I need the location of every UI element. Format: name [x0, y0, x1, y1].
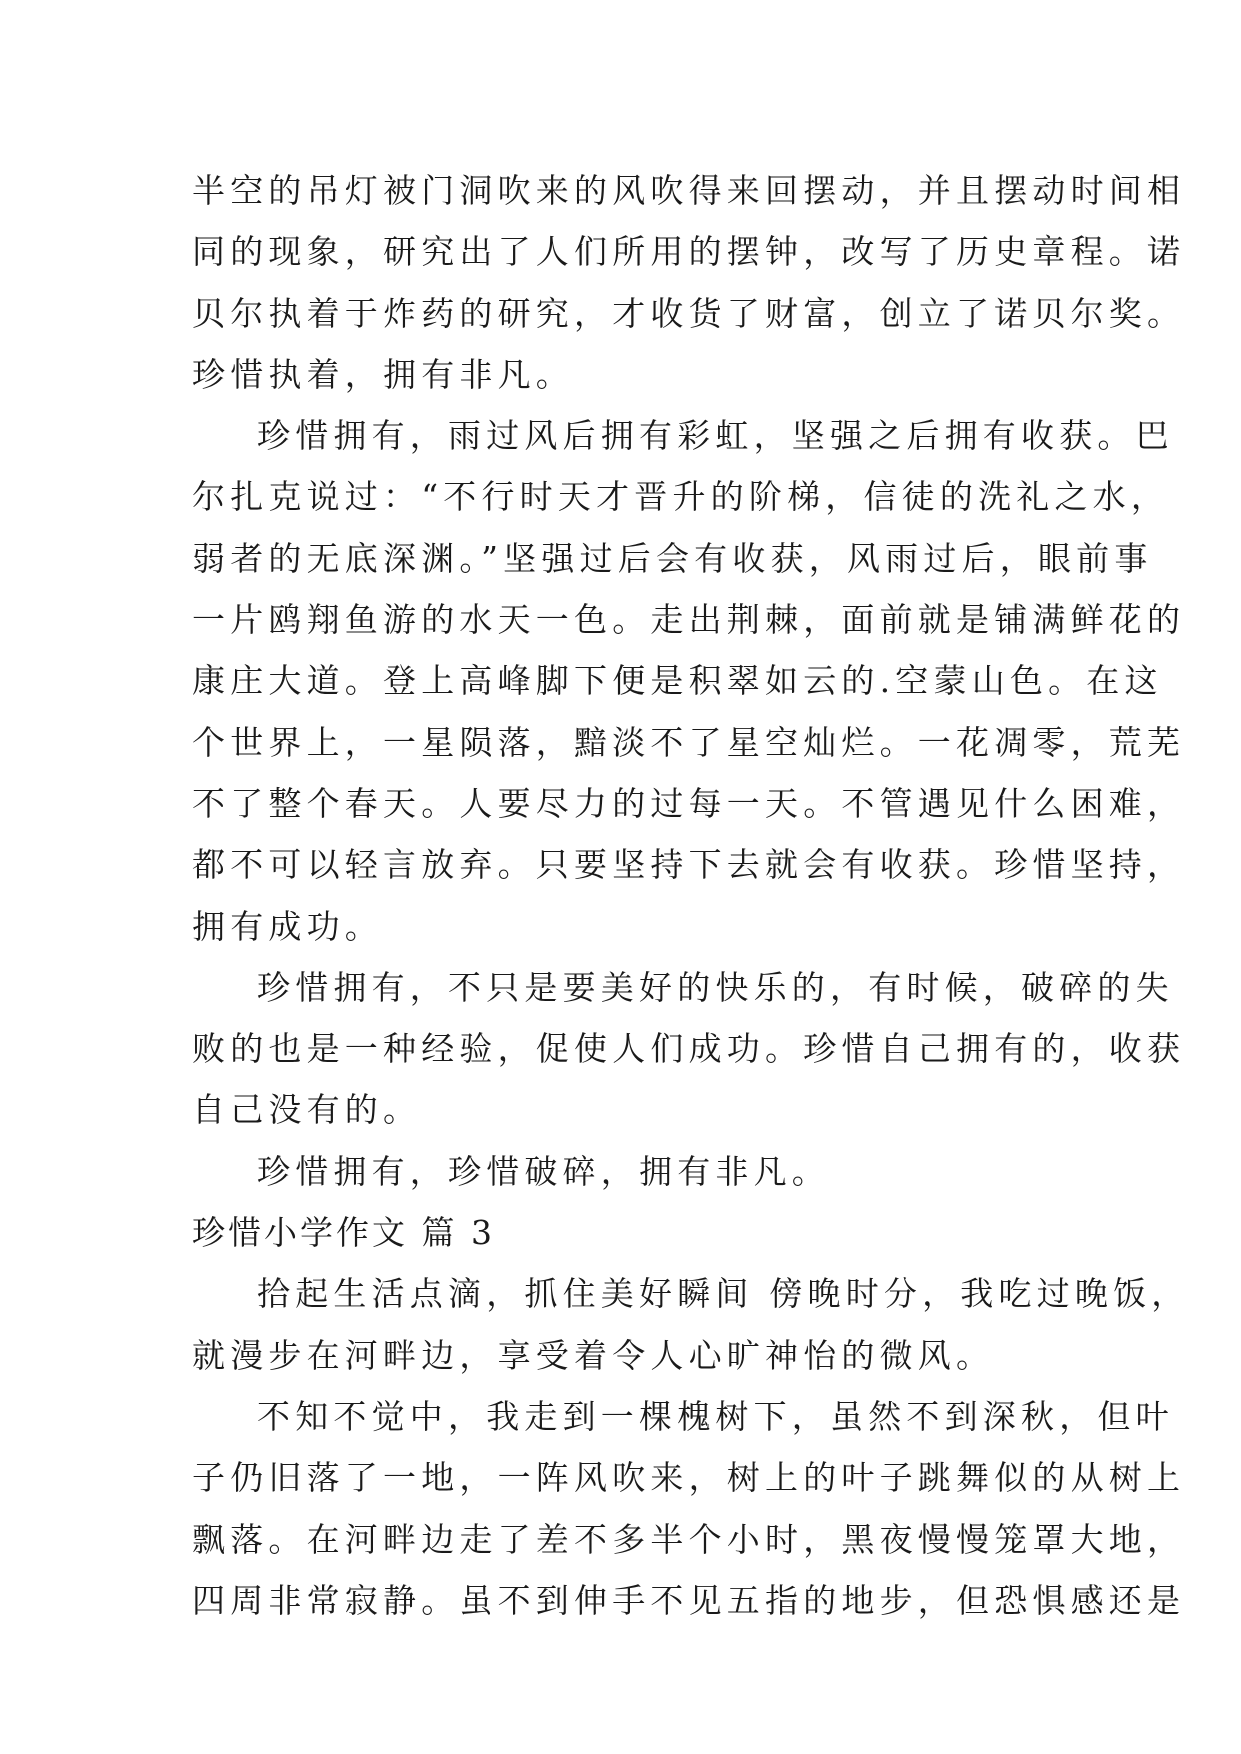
text-line: 个世界上，一星陨落，黯淡不了星空灿烂。一花凋零，荒芜	[192, 722, 1186, 762]
text-line: 败的也是一种经验，促使人们成功。珍惜自己拥有的，收获	[192, 1029, 1186, 1069]
text-line: 贝尔执着于炸药的研究，才收货了财富，创立了诺贝尔奖。	[192, 293, 1186, 333]
paragraph	[192, 1141, 1072, 1202]
text-line: 拥有成功。	[192, 906, 383, 946]
text-line: 康庄大道。登上高峰脚下便是积翠如云的.空蒙山色。在这	[192, 661, 1163, 701]
text-line: 珍惜小学作文 篇 3	[192, 1213, 495, 1253]
paragraph	[192, 160, 1186, 405]
text-line: 珍惜拥有，雨过风后拥有彩虹，坚强之后拥有收获。巴	[257, 416, 1174, 456]
text-line: 飘落。在河畔边走了差不多半个小时，黑夜慢慢笼罩大地，	[192, 1519, 1186, 1559]
text-line: 都不可以轻言放弃。只要坚持下去就会有收获。珍惜坚持，	[192, 845, 1186, 885]
text-line: 不知不觉中，我走到一棵槐树下，虽然不到深秋，但叶	[257, 1396, 1174, 1436]
text-line: 拾起生活点滴，抓住美好瞬间 傍晚时分，我吃过晚饭，	[257, 1274, 1190, 1314]
text-line: 珍惜执着，拥有非凡。	[192, 354, 574, 394]
text-line: 半空的吊灯被门洞吹来的风吹得来回摆动，并且摆动时间相	[192, 171, 1186, 210]
text-line: 珍惜拥有，不只是要美好的快乐的，有时候，破碎的失	[257, 967, 1174, 1007]
text-line: 子仍旧落了一地，一阵风吹来，树上的叶子跳舞似的从树上	[192, 1458, 1186, 1498]
text-line: 不了整个春天。人要尽力的过每一天。不管遇见什么困难，	[192, 783, 1186, 823]
text-line: 同的现象，研究出了人们所用的摆钟，改写了历史章程。诺	[192, 232, 1186, 272]
text-line: 四周非常寂静。虽不到伸手不见五指的地步，但恐惧感还是	[192, 1580, 1186, 1620]
text-line: 就漫步在河畔边，享受着令人心旷神怡的微风。	[192, 1335, 995, 1375]
paragraph	[192, 1386, 1186, 1631]
text-line: 一片鸥翔鱼游的水天一色。走出荆棘，面前就是铺满鲜花的	[192, 600, 1186, 640]
document-page	[192, 160, 1190, 1631]
paragraph	[192, 1263, 1190, 1386]
paragraph	[192, 405, 1186, 957]
paragraph	[192, 957, 1186, 1141]
text-line: 珍惜拥有，珍惜破碎，拥有非凡。	[257, 1151, 830, 1191]
text-line: 弱者的无底深渊。”坚强过后会有收获，风雨过后，眼前事	[192, 538, 1153, 578]
section-heading	[192, 1202, 1072, 1263]
text-line: 尔扎克说过：“不行时天才晋升的阶梯，信徒的洗礼之水，	[192, 477, 1170, 517]
text-line: 自己没有的。	[192, 1090, 422, 1130]
